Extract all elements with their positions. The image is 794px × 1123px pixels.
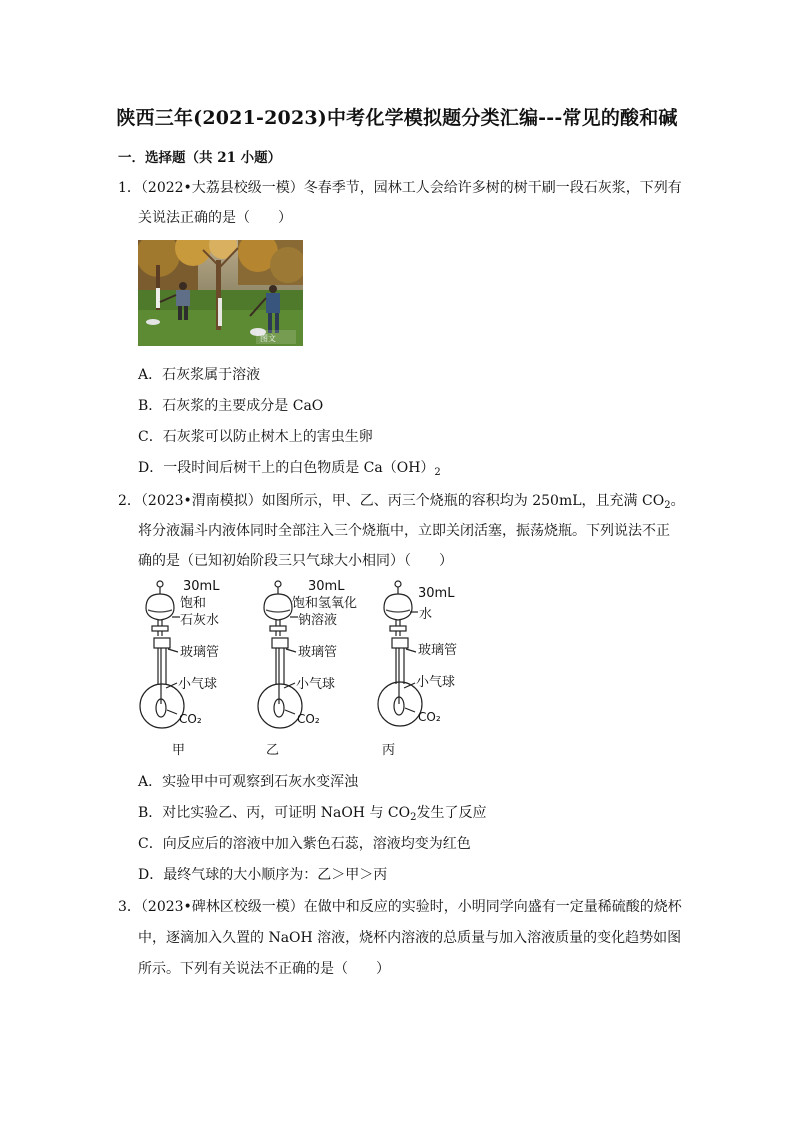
- flask-bing-gas-label: CO₂: [418, 710, 441, 724]
- q1-photo: [138, 240, 303, 346]
- q2-option-b-sub: 2: [410, 812, 417, 823]
- q1-option-c: C．石灰浆可以防止树木上的害虫生卵: [138, 429, 373, 445]
- q2-stem-line1: [118, 490, 685, 511]
- q1-stem-line2: 关说法正确的是（ ）: [138, 210, 292, 226]
- flask-jia-tube-label: 玻璃管: [180, 645, 220, 660]
- q2-flask-diagram: [132, 576, 472, 766]
- flask-yi-balloon-label: 小气球: [296, 677, 336, 692]
- flask-bing-liquid: 水: [419, 607, 433, 622]
- q2-stem-line2: 将分液漏斗内液体同时全部注入三个烧瓶中，立即关闭活塞，振荡烧瓶。下列说法不正: [138, 523, 670, 539]
- q2-option-c: C．向反应后的溶液中加入紫色石蕊，溶液均变为红色: [138, 836, 471, 852]
- flask-bing-tube-label: 玻璃管: [418, 643, 458, 658]
- q3-stem-line3: 所示。下列有关说法不正确的是（ ）: [138, 961, 390, 977]
- q2-stem-line1-text: 2．（2023•渭南模拟）如图所示，甲、乙、丙三个烧瓶的容积均为 250mL，且充满 CO: [118, 493, 665, 509]
- flask-jia-volume: 30mL: [183, 579, 220, 594]
- q2-option-b: [138, 802, 487, 823]
- flask-bing-balloon-label: 小气球: [416, 675, 456, 690]
- flask-jia-gas-label: CO₂: [179, 712, 202, 726]
- flask-yi-name: 乙: [266, 743, 280, 758]
- flask-jia-liquid-line1: 饱和: [180, 596, 207, 611]
- flask-jia-balloon-label: 小气球: [178, 677, 218, 692]
- q2-stem-line1-sub: 2: [664, 500, 671, 511]
- q2-option-a: A．实验甲中可观察到石灰水变浑浊: [138, 774, 359, 790]
- q3-stem-line2: 中，逐滴加入久置的 NaOH 溶液，烧杯内溶液的总质量与加入溶液质量的变化趋势如图: [138, 930, 682, 946]
- q1-option-b: B．石灰浆的主要成分是 CaO: [138, 398, 324, 414]
- flask-yi-gas-label: CO₂: [297, 712, 320, 726]
- q2-option-b-text: B．对比实验乙、丙，可证明 NaOH 与 CO: [138, 805, 411, 821]
- q2-option-d: D．最终气球的大小顺序为：乙＞甲＞丙: [138, 867, 388, 883]
- q2-option-b-end: 发生了反应: [416, 805, 487, 821]
- page-title: 陕西三年(2021-2023)中考化学模拟题分类汇编---常见的酸和碱: [116, 107, 678, 129]
- q3-stem-line1: 3．（2023•碑林区校级一模）在做中和反应的实验时，小明同学向盛有一定量稀硫酸的烧杯: [118, 899, 682, 915]
- q1-option-a: A．石灰浆属于溶液: [138, 367, 261, 383]
- q1-option-d-sub: 2: [434, 467, 441, 478]
- q2-stem-line3: 确的是（已知初始阶段三只气球大小相同）（ ）: [138, 553, 453, 569]
- flask-jia-name: 甲: [172, 743, 186, 758]
- flask-yi-tube-label: 玻璃管: [298, 645, 338, 660]
- flask-bing: [378, 581, 422, 726]
- flask-yi-liquid-line2: 钠溶液: [298, 613, 338, 628]
- q1-option-d-text: D．一段时间后树干上的白色物质是 Ca（OH）: [138, 460, 435, 476]
- q1-option-d: [138, 457, 441, 478]
- flask-yi-volume: 30mL: [308, 579, 345, 594]
- flask-jia-liquid-line2: 石灰水: [180, 613, 220, 628]
- photo-watermark: 图文: [260, 334, 276, 343]
- flask-yi-liquid-line1: 饱和氢氧化: [292, 596, 358, 611]
- q2-stem-line1-end: 。: [670, 493, 685, 509]
- flask-bing-name: 丙: [382, 743, 396, 758]
- flask-bing-volume: 30mL: [418, 586, 455, 601]
- section-heading: 一．选择题（共 21 小题）: [118, 150, 282, 166]
- flask-jia: [140, 581, 184, 728]
- q1-stem-line1: 1．（2022•大荔县校级一模）冬春季节，园林工人会给许多树的树干刷一段石灰浆，下列有: [118, 180, 682, 196]
